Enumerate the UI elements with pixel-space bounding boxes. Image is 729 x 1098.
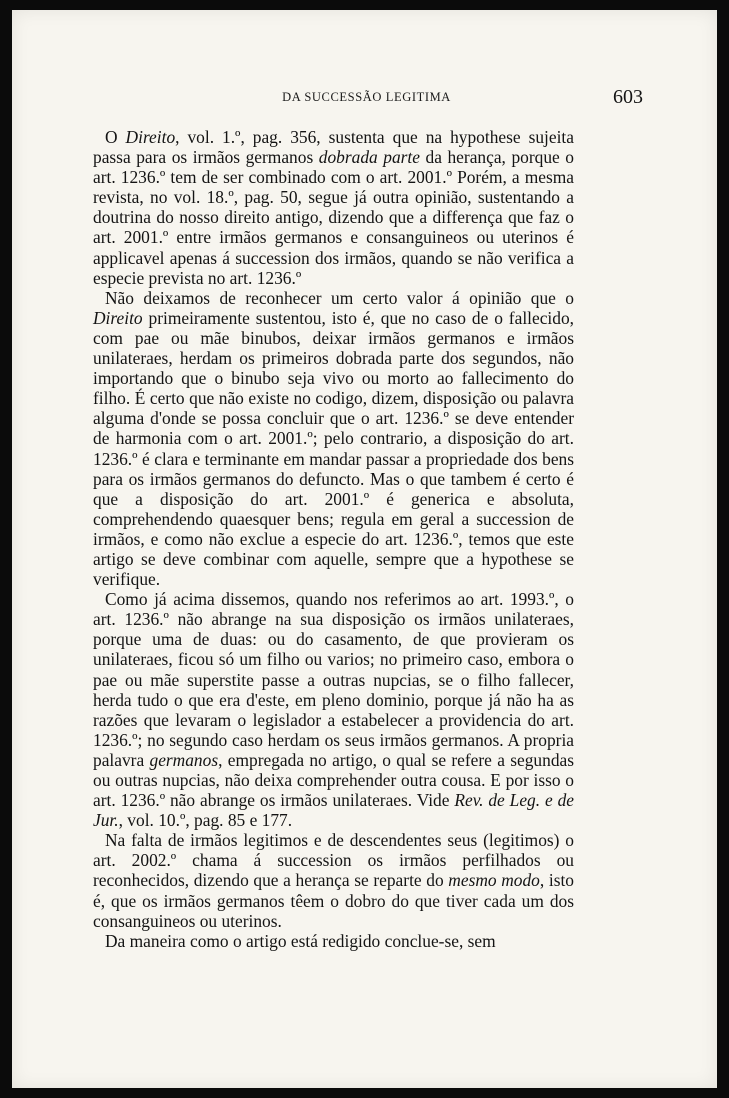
text-run: , vol. 10.º, pag. 85 e 177. xyxy=(118,810,293,831)
text-run: Da maneira como o artigo está redigido conclue-se, sem xyxy=(105,930,496,951)
page-number: 603 xyxy=(613,86,643,108)
text-run: , vol. 1.º, pag. 356, sustenta que na hypothese sujeita passa para os irmãos germanos xyxy=(93,127,574,168)
italic-text: mesmo modo xyxy=(448,870,540,891)
text-run: primeiramente sustentou, isto é, que no caso de o fallecido, com pae ou mãe binubos, deixar irmãos germanos e irmãos unilateraes, herdam os primeiros dobrada parte dos segundos, não importando que o binubo seja vivo ou morto ao fallecimento do filho. É certo que não existe no codigo, dizem, disposição ou palavra alguma d'onde se possa concluir que o art. 1236.º se deve entender de harmonia com o art. 2001.º; pelo contrario, a disposição do art. 1236.º é clara e terminante em mandar passar a propriedade dos bens para os irmãos germanos do defuncto. Mas o que tambem é certo é que a disposição do art. 2001.º é generica e absoluta, comprehendendo quaesquer bens; regula em geral a succession de irmãos, e como não exclue a especie do art. 1236.º, temos que este artigo se deve combinar com aquelle, sempre que a hypothese se verifique. xyxy=(93,307,574,590)
paragraph xyxy=(93,931,574,951)
page-header xyxy=(90,86,643,110)
text-run: , empregada no artigo, o qual se refere a segundas ou outras nupcias, não deixa comprehender outra cousa. E por isso o art. 1236.º não abrange os irmãos unilateraes. Vide xyxy=(93,749,574,811)
text-run: , isto é, que os irmãos germanos têem o dobro do que tiver cada um dos consanguineos ou uterinos. xyxy=(93,870,575,931)
text-run: O xyxy=(105,127,126,147)
paragraph xyxy=(93,589,574,830)
paragraph xyxy=(93,127,574,288)
italic-text: Rev. de Leg. e de Jur. xyxy=(93,790,574,831)
italic-text: dobrada parte xyxy=(318,147,420,168)
book-page xyxy=(12,10,717,1088)
running-title: DA SUCCESSÃO LEGITIMA xyxy=(282,90,451,104)
paragraph xyxy=(93,288,574,589)
text-run: Como já acima dissemos, quando nos referimos ao art. 1993.º, o art. 1236.º não abrange na sua disposição os irmãos unilateraes, porque uma de duas: ou do casamento, de que provieram os unilateraes, ficou só um filho ou varios; no primeiro caso, embora o pae ou mãe superstite passe a outras nupcias, se o filho fallecer, herda tudo o que era d'este, em pleno dominio, porque já não ha as razões que levaram o legislador a estabelecer a providencia do art. 1236.º; no segundo caso herdam os seus irmãos germanos. A propria palavra xyxy=(93,589,574,770)
text-run: da herança, porque o art. 1236.º tem de ser combinado com o art. 2001.º Porém, a mesma revista, no vol. 18.º, pag. 50, segue já outra opinião, sustentando a doutrina do nosso direito antigo, dizendo que a differença que faz o art. 2001.º entre irmãos germanos e consanguineos ou uterinos é applicavel apenas á succession dos irmãos, quando se não verifica a especie prevista no art. 1236.º xyxy=(93,147,574,288)
italic-text: Direito xyxy=(93,307,143,328)
italic-text: germanos xyxy=(149,749,219,770)
paragraph xyxy=(93,830,574,930)
text-run: Não deixamos de reconhecer um certo valor á opinião que o xyxy=(105,287,574,308)
text-run: Na falta de irmãos legitimos e de descendentes seus (legitimos) o art. 2002.º chama á succession os irmãos perfilhados ou reconhecidos, dizendo que a herança se reparte do xyxy=(93,830,574,891)
italic-text: Direito xyxy=(125,127,176,147)
body-text xyxy=(93,127,574,951)
